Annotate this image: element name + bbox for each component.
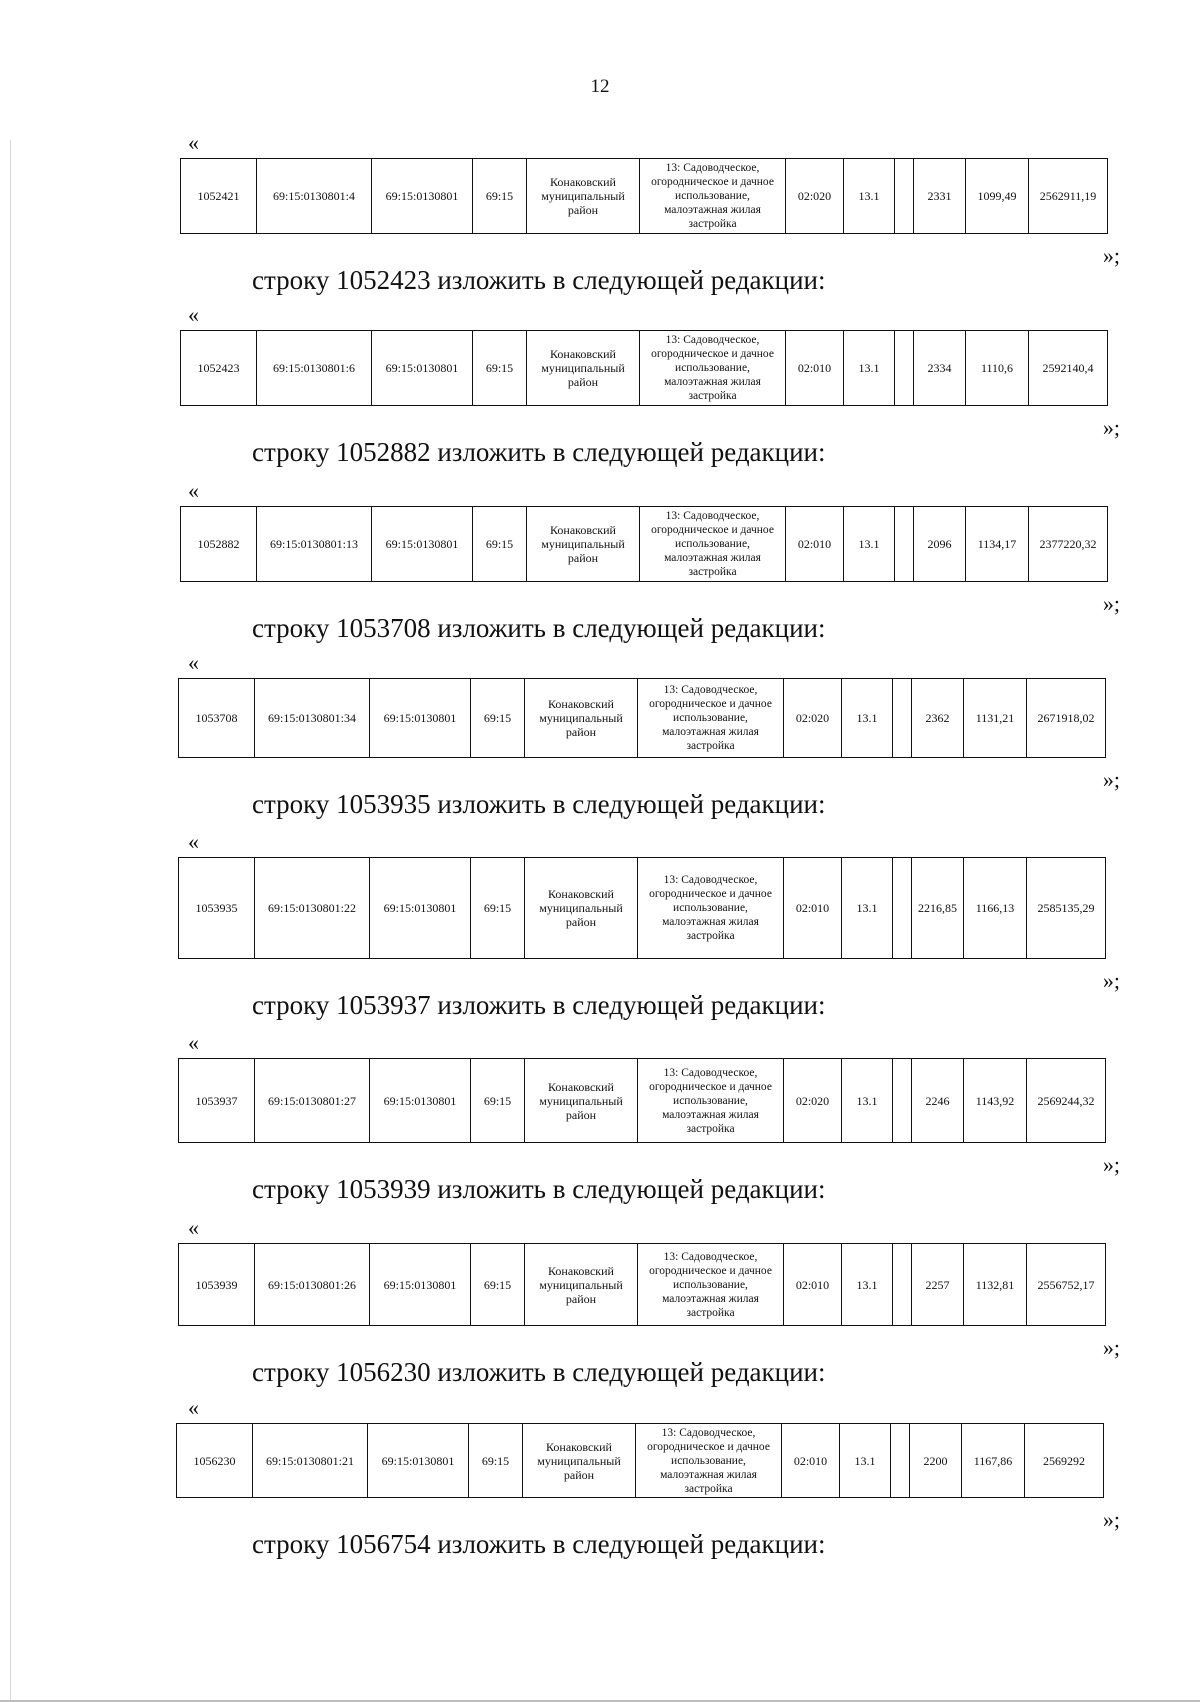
amendment-instruction: строку 1053939 изложить в следующей редакции: bbox=[252, 1174, 826, 1204]
cell-use: 13: Садоводческое, огородническое и дачное использование, малоэтажная жилая застройка bbox=[638, 1059, 784, 1143]
cell-code: 69:15 bbox=[471, 858, 525, 959]
cell-rate: 1131,21 bbox=[964, 679, 1027, 758]
cell-code: 69:15 bbox=[473, 159, 527, 234]
register-row-table bbox=[180, 506, 1108, 582]
cell-zone: 02:020 bbox=[786, 159, 844, 234]
amendment-instruction: строку 1053937 изложить в следующей редакции: bbox=[252, 990, 826, 1020]
table-row bbox=[179, 1244, 1106, 1326]
cell-rate: 1143,92 bbox=[964, 1059, 1027, 1143]
open-quote: « bbox=[188, 302, 199, 327]
table-row bbox=[181, 159, 1108, 234]
cell-rate: 1099,49 bbox=[966, 159, 1029, 234]
cell-area: 2257 bbox=[912, 1244, 964, 1326]
cell-use: 13: Садоводческое, огородническое и дачное использование, малоэтажная жилая застройка bbox=[640, 331, 786, 406]
open-quote: « bbox=[188, 1395, 199, 1420]
amendment-instruction: строку 1052882 изложить в следующей редакции: bbox=[252, 437, 826, 467]
cell-rate: 1110,6 bbox=[966, 331, 1029, 406]
table-row bbox=[179, 679, 1106, 758]
cell-code: 69:15 bbox=[471, 1059, 525, 1143]
table-row bbox=[179, 1059, 1106, 1143]
cell-area: 2362 bbox=[912, 679, 964, 758]
cell-code: 69:15 bbox=[471, 1244, 525, 1326]
register-row-table bbox=[180, 330, 1108, 406]
cell-cad1: 69:15:0130801:21 bbox=[253, 1424, 368, 1498]
cell-use: 13: Садоводческое, огородническое и дачное использование, малоэтажная жилая застройка bbox=[638, 1244, 784, 1326]
cell-zone: 02:020 bbox=[784, 679, 842, 758]
table-row bbox=[177, 1424, 1104, 1498]
cell-district: Конаковский муниципальный район bbox=[527, 159, 640, 234]
cell-blank bbox=[895, 159, 914, 234]
cell-code: 69:15 bbox=[473, 331, 527, 406]
cell-rate: 1134,17 bbox=[966, 507, 1029, 582]
cell-blank bbox=[891, 1424, 910, 1498]
cell-blank bbox=[893, 858, 912, 959]
cell-group: 13.1 bbox=[844, 331, 895, 406]
cell-zone: 02:010 bbox=[786, 331, 844, 406]
open-quote: « bbox=[188, 1215, 199, 1240]
cell-value: 2562911,19 bbox=[1029, 159, 1108, 234]
cell-value: 2556752,17 bbox=[1027, 1244, 1106, 1326]
table-row bbox=[181, 331, 1108, 406]
cell-group: 13.1 bbox=[842, 858, 893, 959]
amendment-instruction: строку 1053708 изложить в следующей редакции: bbox=[252, 613, 826, 643]
register-row-table bbox=[180, 158, 1108, 234]
cell-value: 2569292 bbox=[1025, 1424, 1104, 1498]
cell-cad2: 69:15:0130801 bbox=[370, 1244, 471, 1326]
register-row-table bbox=[178, 1243, 1106, 1326]
cell-group: 13.1 bbox=[842, 1059, 893, 1143]
cell-group: 13.1 bbox=[844, 159, 895, 234]
close-quote: »; bbox=[1102, 1152, 1120, 1177]
cell-id: 1052882 bbox=[181, 507, 257, 582]
cell-use: 13: Садоводческое, огородническое и дачное использование, малоэтажная жилая застройка bbox=[640, 507, 786, 582]
cell-id: 1053937 bbox=[179, 1059, 255, 1143]
open-quote: « bbox=[188, 1030, 199, 1055]
amendment-instruction: строку 1052423 изложить в следующей редакции: bbox=[252, 265, 826, 295]
cell-cad1: 69:15:0130801:13 bbox=[257, 507, 372, 582]
cell-id: 1052421 bbox=[181, 159, 257, 234]
cell-rate: 1167,86 bbox=[962, 1424, 1025, 1498]
scan-edge-line bbox=[10, 140, 11, 1700]
cell-district: Конаковский муниципальный район bbox=[525, 1059, 638, 1143]
cell-cad1: 69:15:0130801:26 bbox=[255, 1244, 370, 1326]
cell-district: Конаковский муниципальный район bbox=[527, 507, 640, 582]
open-quote: « bbox=[188, 650, 199, 675]
cell-value: 2569244,32 bbox=[1027, 1059, 1106, 1143]
table-row bbox=[179, 858, 1106, 959]
close-quote: »; bbox=[1102, 767, 1120, 792]
cell-id: 1056230 bbox=[177, 1424, 253, 1498]
cell-blank bbox=[893, 679, 912, 758]
cell-group: 13.1 bbox=[840, 1424, 891, 1498]
cell-cad1: 69:15:0130801:4 bbox=[257, 159, 372, 234]
close-quote: »; bbox=[1102, 243, 1120, 268]
cell-blank bbox=[893, 1059, 912, 1143]
cell-use: 13: Садоводческое, огородническое и дачное использование, малоэтажная жилая застройка bbox=[636, 1424, 782, 1498]
cell-value: 2377220,32 bbox=[1029, 507, 1108, 582]
cell-group: 13.1 bbox=[842, 679, 893, 758]
cell-zone: 02:010 bbox=[782, 1424, 840, 1498]
cell-blank bbox=[893, 1244, 912, 1326]
cell-zone: 02:010 bbox=[784, 858, 842, 959]
cell-area: 2331 bbox=[914, 159, 966, 234]
close-quote: »; bbox=[1102, 968, 1120, 993]
cell-value: 2592140,4 bbox=[1029, 331, 1108, 406]
cell-cad2: 69:15:0130801 bbox=[370, 858, 471, 959]
cell-district: Конаковский муниципальный район bbox=[525, 679, 638, 758]
cell-zone: 02:010 bbox=[784, 1244, 842, 1326]
register-row-table bbox=[178, 678, 1106, 758]
cell-area: 2334 bbox=[914, 331, 966, 406]
register-row-table bbox=[178, 1058, 1106, 1143]
cell-cad1: 69:15:0130801:34 bbox=[255, 679, 370, 758]
cell-cad2: 69:15:0130801 bbox=[370, 1059, 471, 1143]
amendment-instruction: строку 1056230 изложить в следующей редакции: bbox=[252, 1357, 826, 1387]
cell-rate: 1132,81 bbox=[964, 1244, 1027, 1326]
cell-district: Конаковский муниципальный район bbox=[523, 1424, 636, 1498]
cell-cad1: 69:15:0130801:27 bbox=[255, 1059, 370, 1143]
cell-area: 2200 bbox=[910, 1424, 962, 1498]
cell-code: 69:15 bbox=[473, 507, 527, 582]
cell-value: 2671918,02 bbox=[1027, 679, 1106, 758]
page-number: 12 bbox=[590, 76, 610, 97]
cell-cad2: 69:15:0130801 bbox=[372, 331, 473, 406]
cell-value: 2585135,29 bbox=[1027, 858, 1106, 959]
amendment-instruction: строку 1056754 изложить в следующей редакции: bbox=[252, 1529, 826, 1559]
amendment-instruction: строку 1053935 изложить в следующей редакции: bbox=[252, 789, 826, 819]
cell-cad2: 69:15:0130801 bbox=[370, 679, 471, 758]
register-row-table bbox=[178, 857, 1106, 959]
cell-id: 1053708 bbox=[179, 679, 255, 758]
cell-use: 13: Садоводческое, огородническое и дачное использование, малоэтажная жилая застройка bbox=[638, 858, 784, 959]
cell-cad1: 69:15:0130801:6 bbox=[257, 331, 372, 406]
cell-id: 1053939 bbox=[179, 1244, 255, 1326]
cell-rate: 1166,13 bbox=[964, 858, 1027, 959]
cell-area: 2246 bbox=[912, 1059, 964, 1143]
close-quote: »; bbox=[1102, 1507, 1120, 1532]
open-quote: « bbox=[188, 478, 199, 503]
cell-cad2: 69:15:0130801 bbox=[372, 507, 473, 582]
cell-group: 13.1 bbox=[844, 507, 895, 582]
cell-use: 13: Садоводческое, огородническое и дачное использование, малоэтажная жилая застройка bbox=[638, 679, 784, 758]
cell-district: Конаковский муниципальный район bbox=[525, 858, 638, 959]
cell-zone: 02:020 bbox=[784, 1059, 842, 1143]
cell-id: 1052423 bbox=[181, 331, 257, 406]
cell-blank bbox=[895, 507, 914, 582]
open-quote: « bbox=[188, 829, 199, 854]
table-row bbox=[181, 507, 1108, 582]
close-quote: »; bbox=[1102, 591, 1120, 616]
register-row-table bbox=[176, 1423, 1104, 1498]
cell-area: 2096 bbox=[914, 507, 966, 582]
close-quote: »; bbox=[1102, 1335, 1120, 1360]
cell-district: Конаковский муниципальный район bbox=[525, 1244, 638, 1326]
cell-id: 1053935 bbox=[179, 858, 255, 959]
cell-code: 69:15 bbox=[471, 679, 525, 758]
cell-zone: 02:010 bbox=[786, 507, 844, 582]
cell-cad2: 69:15:0130801 bbox=[372, 159, 473, 234]
cell-code: 69:15 bbox=[469, 1424, 523, 1498]
cell-cad1: 69:15:0130801:22 bbox=[255, 858, 370, 959]
cell-use: 13: Садоводческое, огородническое и дачное использование, малоэтажная жилая застройка bbox=[640, 159, 786, 234]
cell-district: Конаковский муниципальный район bbox=[527, 331, 640, 406]
cell-area: 2216,85 bbox=[912, 858, 964, 959]
cell-group: 13.1 bbox=[842, 1244, 893, 1326]
open-quote: « bbox=[188, 130, 199, 155]
cell-cad2: 69:15:0130801 bbox=[368, 1424, 469, 1498]
cell-blank bbox=[895, 331, 914, 406]
close-quote: »; bbox=[1102, 415, 1120, 440]
